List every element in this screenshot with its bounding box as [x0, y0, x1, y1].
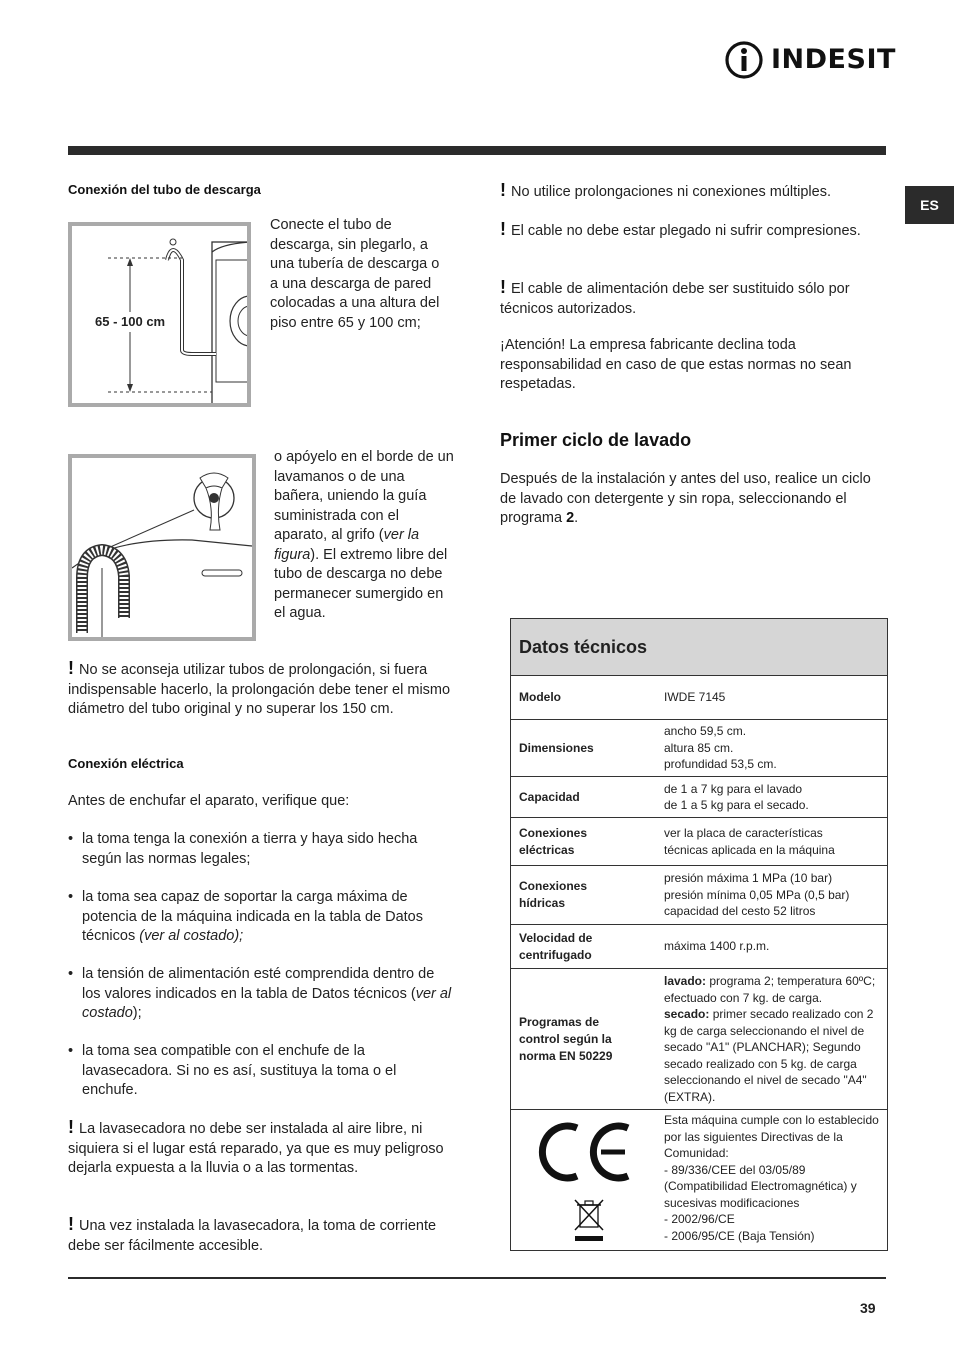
warning-icon: ! — [500, 219, 511, 239]
spin-value: máxima 1400 r.p.m. — [652, 925, 888, 969]
electrical-label — [511, 818, 653, 866]
language-tab[interactable]: ES — [905, 186, 954, 224]
electric-intro: Antes de enchufar el aparato, verifique que: — [68, 793, 350, 809]
dimensions-label: Dimensiones — [511, 720, 653, 777]
programs-label-line3: norma EN 50229 — [519, 1048, 613, 1063]
warning-icon: ! — [500, 180, 511, 200]
water-min-pressure: presión mínima 0,05 MPa (0,5 bar) — [664, 887, 850, 902]
drain-instruction-2-italic: ver la figura — [274, 527, 420, 563]
bullet-item-2-italic: (ver al costado); — [139, 928, 244, 944]
spin-label-line2: centrifugado — [519, 947, 592, 962]
electrical-value-line1: ver la placa de características — [664, 826, 823, 840]
weee-bin-icon — [573, 1198, 605, 1243]
table-row — [511, 676, 888, 720]
drum-capacity: capacidad del cesto 52 litros — [664, 904, 816, 919]
brand-name: INDESIT — [771, 44, 896, 75]
model-label: Modelo — [511, 676, 653, 720]
table-row — [511, 720, 888, 777]
warning-extension-text: No se aconseja utilizar tubos de prolongación, si fuera indispensable hacerlo, la prolongación debe tener el mismo diámetro del tubo original y no superar los 150 cm. — [68, 662, 451, 717]
warning-outdoor — [68, 1118, 454, 1179]
bullet-item-3-end: ); — [132, 1005, 142, 1021]
bullet-item-4-text: la toma sea compatible con el enchufe de la lavasecadora. Si no es así, sustituya la toma o el enchufe. — [82, 1043, 397, 1098]
bullet-icon: • — [68, 831, 74, 847]
water-value — [652, 866, 888, 925]
electrical-label-line2: eléctricas — [519, 842, 575, 857]
capacity-dry: de 1 a 5 kg para el secado. — [664, 798, 809, 812]
dimension-width: ancho 59,5 cm. — [664, 724, 747, 739]
bullet-item-3-text: la tensión de alimentación esté comprendida dentro de los valores indicados en la tabla de Datos técnicos ( — [82, 966, 435, 1002]
drain-instruction-1: Conecte el tubo de descarga, sin plegarlo, a una tubería de descarga o a una descarga de pared colocadas a una altura del piso entre 65 y 100 cm; — [270, 217, 440, 331]
drain-instruction-2 — [274, 448, 454, 624]
programs-label-line1: Programas de — [519, 1014, 600, 1029]
electrical-value-line2: técnicas aplicada en la máquina — [664, 842, 835, 857]
sink-drain-figure — [68, 454, 256, 641]
capacity-label: Capacidad — [511, 777, 653, 818]
wash-text: programa 2; temperatura 60ºC; efectuado con 7 kg. de carga. — [664, 974, 876, 1005]
bullet-item-2 — [68, 888, 454, 947]
indesit-logo — [725, 40, 896, 80]
ce-directive-emc: - 89/336/CEE del 03/05/89 (Compatibilidad Electromagnética) y sucesivas modificaciones — [664, 1162, 857, 1210]
programs-label-line2: control según la — [519, 1031, 612, 1046]
warning-extension — [68, 659, 454, 720]
electrical-value — [652, 818, 888, 866]
bullet-icon: • — [68, 889, 74, 905]
height-range-label: 65 - 100 cm — [95, 314, 166, 329]
attention-notice: ¡Atención! La empresa fabricante declina toda responsabilidad en caso de que estas normas no sean respetadas. — [500, 337, 852, 392]
warning-socket-text: Una vez instalada la lavasecadora, la toma de corriente debe ser fácilmente accesible. — [68, 1218, 437, 1254]
warning-multiple-text: No utilice prolongaciones ni conexiones múltiples. — [511, 184, 831, 200]
indesit-logo-mark — [725, 40, 769, 80]
bullet-item-3 — [68, 965, 454, 1024]
bullet-icon: • — [68, 966, 74, 982]
bullet-item-2-text: la toma sea capaz de soportar la carga máxima de potencia de la máquina indicada en la tabla de Datos técnicos — [82, 889, 423, 944]
bullet-item-1-text: la toma tenga la conexión a tierra y haya sido hecha según las normas legales; — [82, 831, 418, 867]
bottom-divider — [68, 1277, 886, 1279]
top-divider — [68, 146, 886, 155]
dry-text: primer secado realizado con 2 kg de carga seleccionando el nivel de secado "A1" (PLANCHAR); Segundo secado realizado con 5 kg. de carga seleccionando el nivel de secado "A4" (EXTRA). — [664, 1007, 874, 1104]
wash-label: lavado: — [664, 974, 707, 988]
table-row — [511, 777, 888, 818]
sink-drain-illustration — [72, 458, 252, 637]
warning-cable-replace-text: El cable de alimentación debe ser sustituido sólo por técnicos autorizados. — [500, 281, 850, 317]
first-cycle-end: . — [574, 510, 579, 526]
dry-label: secado: — [664, 1007, 710, 1021]
first-cycle-program: 2 — [566, 510, 575, 526]
table-row — [511, 969, 888, 1110]
table-row — [511, 1110, 888, 1251]
warning-cable-bent-text: El cable no debe estar plegado ni sufrir compresiones. — [511, 223, 861, 239]
first-cycle-body: Después de la instalación y antes del uso, realice un ciclo de lavado con detergente y sin ropa, seleccionando el programa — [500, 471, 871, 526]
ce-directive-lowvoltage: - 2006/95/CE (Baja Tensión) — [664, 1228, 815, 1243]
warning-multiple — [500, 181, 890, 203]
model-value: IWDE 7145 — [652, 676, 888, 720]
bullet-item-3-italic: ver al costado — [82, 985, 452, 1021]
warning-socket — [68, 1215, 454, 1256]
bullet-item-1 — [68, 830, 454, 869]
warning-cable-replace — [500, 278, 890, 319]
water-label-line1: Conexiones — [519, 879, 588, 893]
dimension-height: altura 85 cm. — [664, 740, 734, 755]
water-label — [511, 866, 653, 925]
ce-text-cell — [652, 1110, 888, 1251]
warning-icon: ! — [68, 658, 79, 678]
capacity-value — [652, 777, 888, 818]
first-cycle-text — [500, 470, 890, 529]
drain-section-title: Conexión del tubo de descarga — [68, 182, 261, 197]
water-label-line2: hídricas — [519, 896, 566, 910]
capacity-wash: de 1 a 7 kg para el lavado — [664, 781, 803, 796]
dimensions-value — [652, 720, 888, 777]
bullet-item-4 — [68, 1042, 454, 1101]
drain-instruction-2-a: o apóyelo en el borde de un lavamanos o de una bañera, uniendo la guía suministrada con el aparato, al grifo ( — [274, 449, 454, 543]
page-number: 39 — [860, 1300, 876, 1316]
warning-icon: ! — [68, 1214, 79, 1234]
programs-label — [511, 969, 653, 1110]
electrical-label-line1: Conexiones — [519, 825, 588, 840]
warning-outdoor-text: La lavasecadora no debe ser instalada al aire libre, ni siquiera si el lugar está reparado, ya que es muy peligroso dejarla expuesta a la lluvia o a las tormentas. — [68, 1121, 444, 1176]
drain-instruction-2-b: ). El extremo libre del tubo de descarga no debe permanecer sumergido en el agua. — [274, 546, 448, 621]
tech-data-title: Datos técnicos — [511, 619, 888, 676]
ce-directive-weee: - 2002/96/CE — [664, 1212, 735, 1226]
spin-label-line1: Velocidad de — [519, 930, 593, 945]
warning-icon: ! — [68, 1117, 79, 1137]
spin-label — [511, 925, 653, 969]
bullet-icon: • — [68, 1043, 74, 1059]
programs-value — [652, 969, 888, 1110]
ce-text-intro: Esta máquina cumple con lo establecido por las siguientes Directivas de la Comunidad: — [664, 1113, 879, 1160]
table-row — [511, 866, 888, 925]
table-row — [511, 818, 888, 866]
warning-icon: ! — [500, 277, 511, 297]
drain-height-figure — [68, 222, 251, 407]
warning-cable-bent — [500, 220, 890, 242]
first-cycle-title: Primer ciclo de lavado — [500, 430, 692, 450]
electric-section-title: Conexión eléctrica — [68, 756, 184, 771]
water-max-pressure: presión máxima 1 MPa (10 bar) — [664, 871, 833, 886]
table-row — [511, 925, 888, 969]
dimension-depth: profundidad 53,5 cm. — [664, 757, 777, 772]
tech-data-table — [510, 618, 888, 1251]
